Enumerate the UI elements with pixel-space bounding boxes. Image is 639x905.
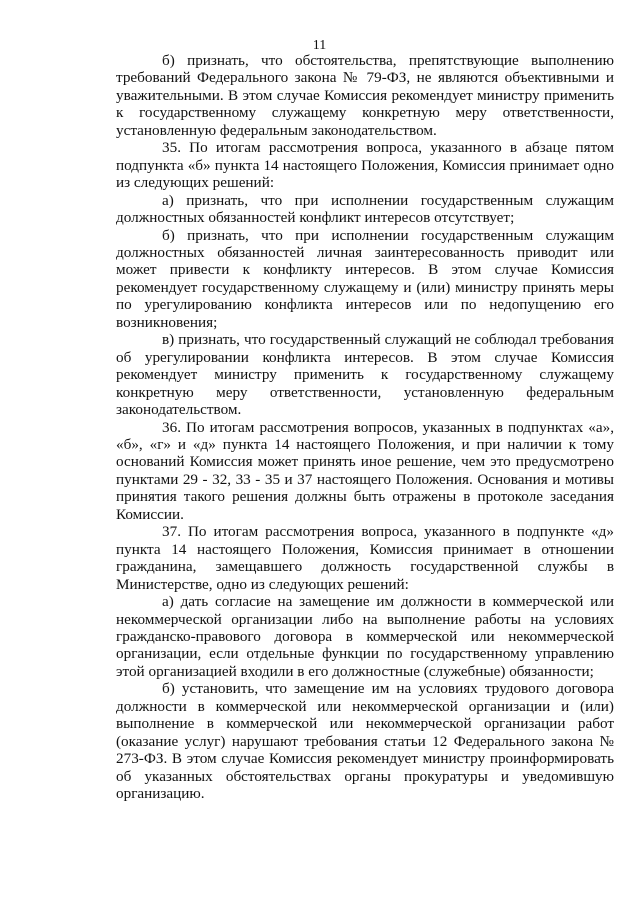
paragraph-35: 35. По итогам рассмотрения вопроса, указанного в абзаце пятом подпункта «б» пункта 14 настоящего Положения, Комиссия принимает одно из следующих решений: (116, 139, 614, 192)
paragraph-37b: б) установить, что замещение им на условиях трудового договора должности в коммерческой или некоммерческой организации и (или) выполнение в коммерческой или некоммерческой организации работ (оказание услуг) нарушают требования статьи 12 Федерального закона № 273-ФЗ. В этом случае Комиссия рекомендует министру проинформировать об указанных обстоятельствах органы прокуратуры и уведомившую организацию. (116, 680, 614, 803)
paragraph-35c: в) признать, что государственный служащий не соблюдал требования об урегулировании конфликта интересов. В этом случае Комиссия рекомендует министру применить к государственному служащему конкретную меру ответственности, установленную федеральным законодательством. (116, 331, 614, 419)
paragraph-37a: а) дать согласие на замещение им должности в коммерческой или некоммерческой организации либо на выполнение работы на условиях гражданско-правового договора в коммерческой или некоммерческой организации, если отдельные функции по государственному управлению этой организацией входили в его должностные (служебные) обязанности; (116, 593, 614, 680)
page-number: 11 (312, 38, 327, 53)
paragraph-35b: б) признать, что при исполнении государственным служащим должностных обязанностей личная заинтересованность приводит или может привести к конфликту интересов. В этом случае Комиссия рекомендует государственному служащему и (или) министру принять меры по урегулированию конфликта интересов или по недопущению его возникновения; (116, 226, 614, 331)
paragraph-35a: а) признать, что при исполнении государственным служащим должностных обязанностей конфликт интересов отсутствует; (116, 191, 614, 227)
paragraph-37: 37. По итогам рассмотрения вопроса, указанного в подпункте «д» пункта 14 настоящего Положения, Комиссия принимает в отношении гражданина, замещавшего должность государственной службы в Министерстве, одно из следующих решений: (116, 523, 614, 593)
paragraph-34b: б) признать, что обстоятельства, препятствующие выполнению требований Федерального закона № 79-ФЗ, не являются объективными и уважительными. В этом случае Комиссия рекомендует министру применить к государственному служащему конкретную меру ответственности, установленную федеральным законодательством. (116, 52, 614, 139)
paragraph-36: 36. По итогам рассмотрения вопросов, указанных в подпунктах «а», «б», «г» и «д» пункта 14 настоящего Положения, и при наличии к тому оснований Комиссия может принять иное решение, чем это предусмотрено пунктами 29 - 32, 33 - 35 и 37 настоящего Положения. Основания и мотивы принятия такого решения должны быть отражены в протоколе заседания Комиссии. (116, 418, 614, 523)
document-body (116, 52, 614, 802)
